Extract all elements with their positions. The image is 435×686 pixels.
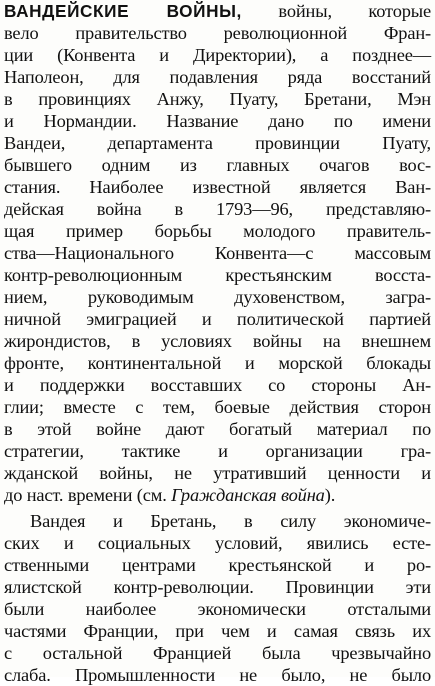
text-line: фронте, континентальной и морской блокады (4, 353, 431, 373)
paragraph-2-line: ских и социальных условий, явились есте- (4, 533, 431, 553)
text-span: ). (324, 485, 336, 505)
text-line: ства—Национального Конвента—с массовым (4, 243, 431, 263)
text-line: стратегии, тактике и организации гра- (4, 441, 431, 461)
text-line: нием, руководимым духовенством, загра- (4, 287, 431, 307)
text-line: контр-революционным крестьянским восста- (4, 265, 431, 285)
paragraph-2-line: слаба. Промышленности не было, не было (4, 665, 431, 685)
article-first-line (4, 0, 431, 22)
paragraph-2-line: ственными центрами крестьянской и ро- (4, 555, 431, 575)
paragraph-2-line: частями Франции, при чем и самая связь их (4, 621, 431, 641)
heading-continuation: войны, которые (278, 1, 431, 21)
text-line: Наполеон, для подавления ряда восстаний (4, 67, 431, 87)
text-line: ничной эмиграцией и политической партией (4, 309, 431, 329)
paragraph-2-line: Вандея и Бретань, в силу экономиче- (30, 511, 431, 531)
text-line: вело правительство революционной Фран- (4, 23, 431, 43)
text-line: жирондистов, в условиях войны на внешнем (4, 331, 431, 351)
paragraph-2-line: были наиболее экономически отсталыми (4, 599, 431, 619)
text-line: стания. Наиболее известной является Ван- (4, 177, 431, 197)
paragraph-2-line: ялистской контр-революции. Провинции эти (4, 577, 431, 597)
text-line: дейская война в 1793—96, представляю- (4, 199, 431, 219)
text-line: в провинциях Анжу, Пуату, Бретани, Мэн (4, 89, 431, 109)
text-line: Вандеи, департамента провинции Пуату, (4, 133, 431, 153)
paragraph-2-line: с остальной Францией была чрезвычайно (4, 643, 431, 663)
text-line: жданской войны, не утративший ценности и (4, 463, 431, 483)
text-line: щая пример борьбы молодого правитель- (4, 221, 431, 241)
paragraph-1-last-line (4, 484, 431, 506)
text-span: до наст. времени (см. (4, 485, 172, 505)
text-line: и Нормандии. Название дано по имени (4, 111, 431, 131)
article-heading: ВАНДЕЙСКИЕ ВОЙНЫ, (4, 1, 242, 21)
text-line: и поддержки восставших со стороны Ан- (4, 375, 431, 395)
text-line: ции (Конвента и Директории), а позднее— (4, 45, 431, 65)
text-line: бывшего одним из главных очагов вос- (4, 155, 431, 175)
cross-reference: Гражданская война (171, 485, 325, 505)
text-line: в этой войне дают богатый материал по (4, 419, 431, 439)
text-line: глии; вместе с тем, боевые действия сторон (4, 397, 431, 417)
